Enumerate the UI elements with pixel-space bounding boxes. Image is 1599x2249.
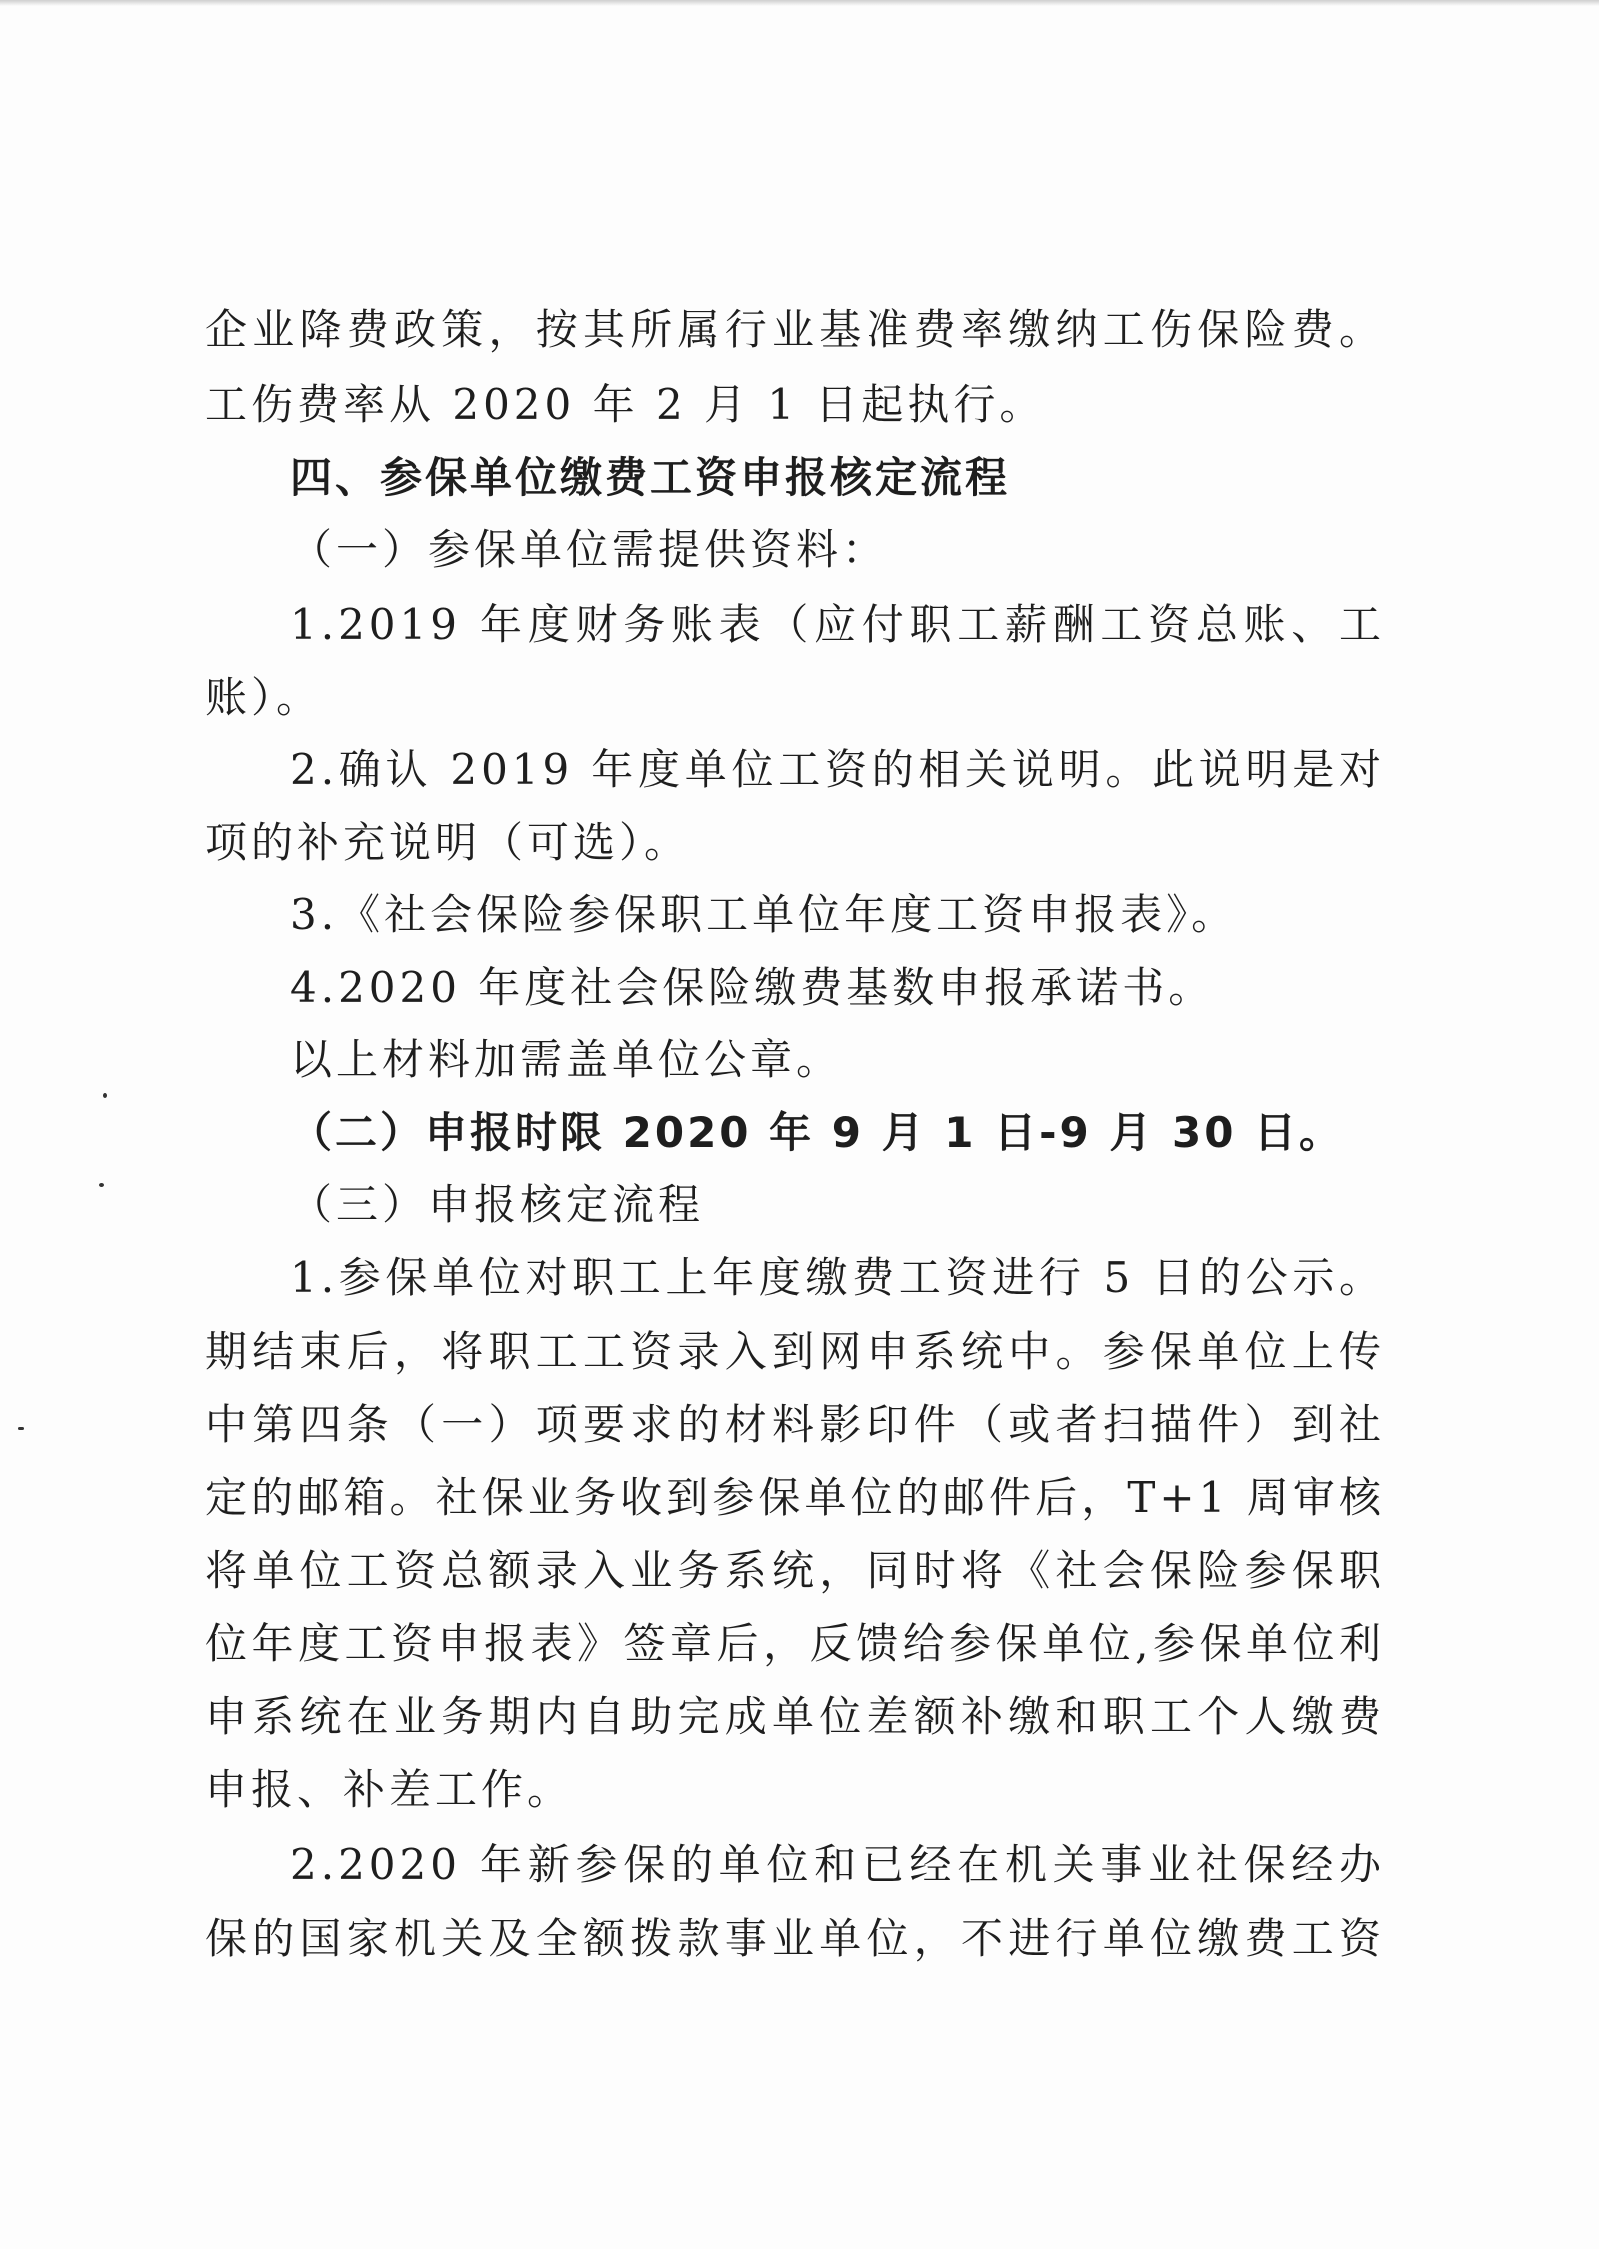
section-heading: 四、参保单位缴费工资申报核定流程 [290, 453, 1011, 502]
list-item: 4.2020 年度社会保险缴费基数申报承诺书。 [290, 963, 1215, 1012]
body-text-line: 账）。 [205, 673, 323, 722]
body-text-line: 企业降费政策，按其所属行业基准费率缴纳工伤保险费。 [205, 305, 1385, 354]
list-item: 2.确认 2019 年度单位工资的相关说明。此说明是对 [290, 745, 1385, 794]
scan-top-edge [0, 0, 1599, 6]
body-text-line: 将单位工资总额录入业务系统，同时将《社会保险参保职 [205, 1546, 1385, 1595]
subsection-heading: （二）申报时限 2020 年 9 月 1 日-9 月 30 日。 [290, 1108, 1345, 1157]
body-text-line: 申系统在业务期内自助完成单位差额补缴和职工个人缴费 [205, 1692, 1385, 1741]
list-item: 3.《社会保险参保职工单位年度工资申报表》。 [290, 890, 1238, 939]
body-text-line: 以上材料加需盖单位公章。 [290, 1035, 843, 1084]
body-text-line: 定的邮箱。社保业务收到参保单位的邮件后，T+1 周审核 [205, 1473, 1385, 1522]
body-text-line: 项的补充说明（可选）。 [205, 818, 691, 867]
scan-speck [99, 1183, 104, 1187]
list-item: 2.2020 年新参保的单位和已经在机关事业社保经办 [290, 1840, 1385, 1889]
scan-speck [18, 1427, 24, 1430]
list-item: 1.2019 年度财务账表（应付职工薪酬工资总账、工 [290, 600, 1385, 649]
body-text-line: 工伤费率从 2020 年 2 月 1 日起执行。 [205, 380, 1046, 429]
subsection-heading: （一）参保单位需提供资料： [290, 525, 889, 574]
body-text-line: 中第四条（一）项要求的材料影印件（或者扫描件）到社 [205, 1400, 1385, 1449]
subsection-heading: （三）申报核定流程 [290, 1180, 705, 1229]
body-text-line: 期结束后，将职工工资录入到网申系统中。参保单位上传 [205, 1327, 1385, 1376]
body-text-line: 保的国家机关及全额拨款事业单位，不进行单位缴费工资 [205, 1914, 1385, 1963]
body-text-line: 位年度工资申报表》签章后，反馈给参保单位,参保单位利 [205, 1619, 1385, 1668]
list-item: 1.参保单位对职工上年度缴费工资进行 5 日的公示。 [290, 1253, 1385, 1302]
scan-speck [103, 1093, 107, 1098]
body-text-line: 申报、补差工作。 [205, 1765, 574, 1814]
